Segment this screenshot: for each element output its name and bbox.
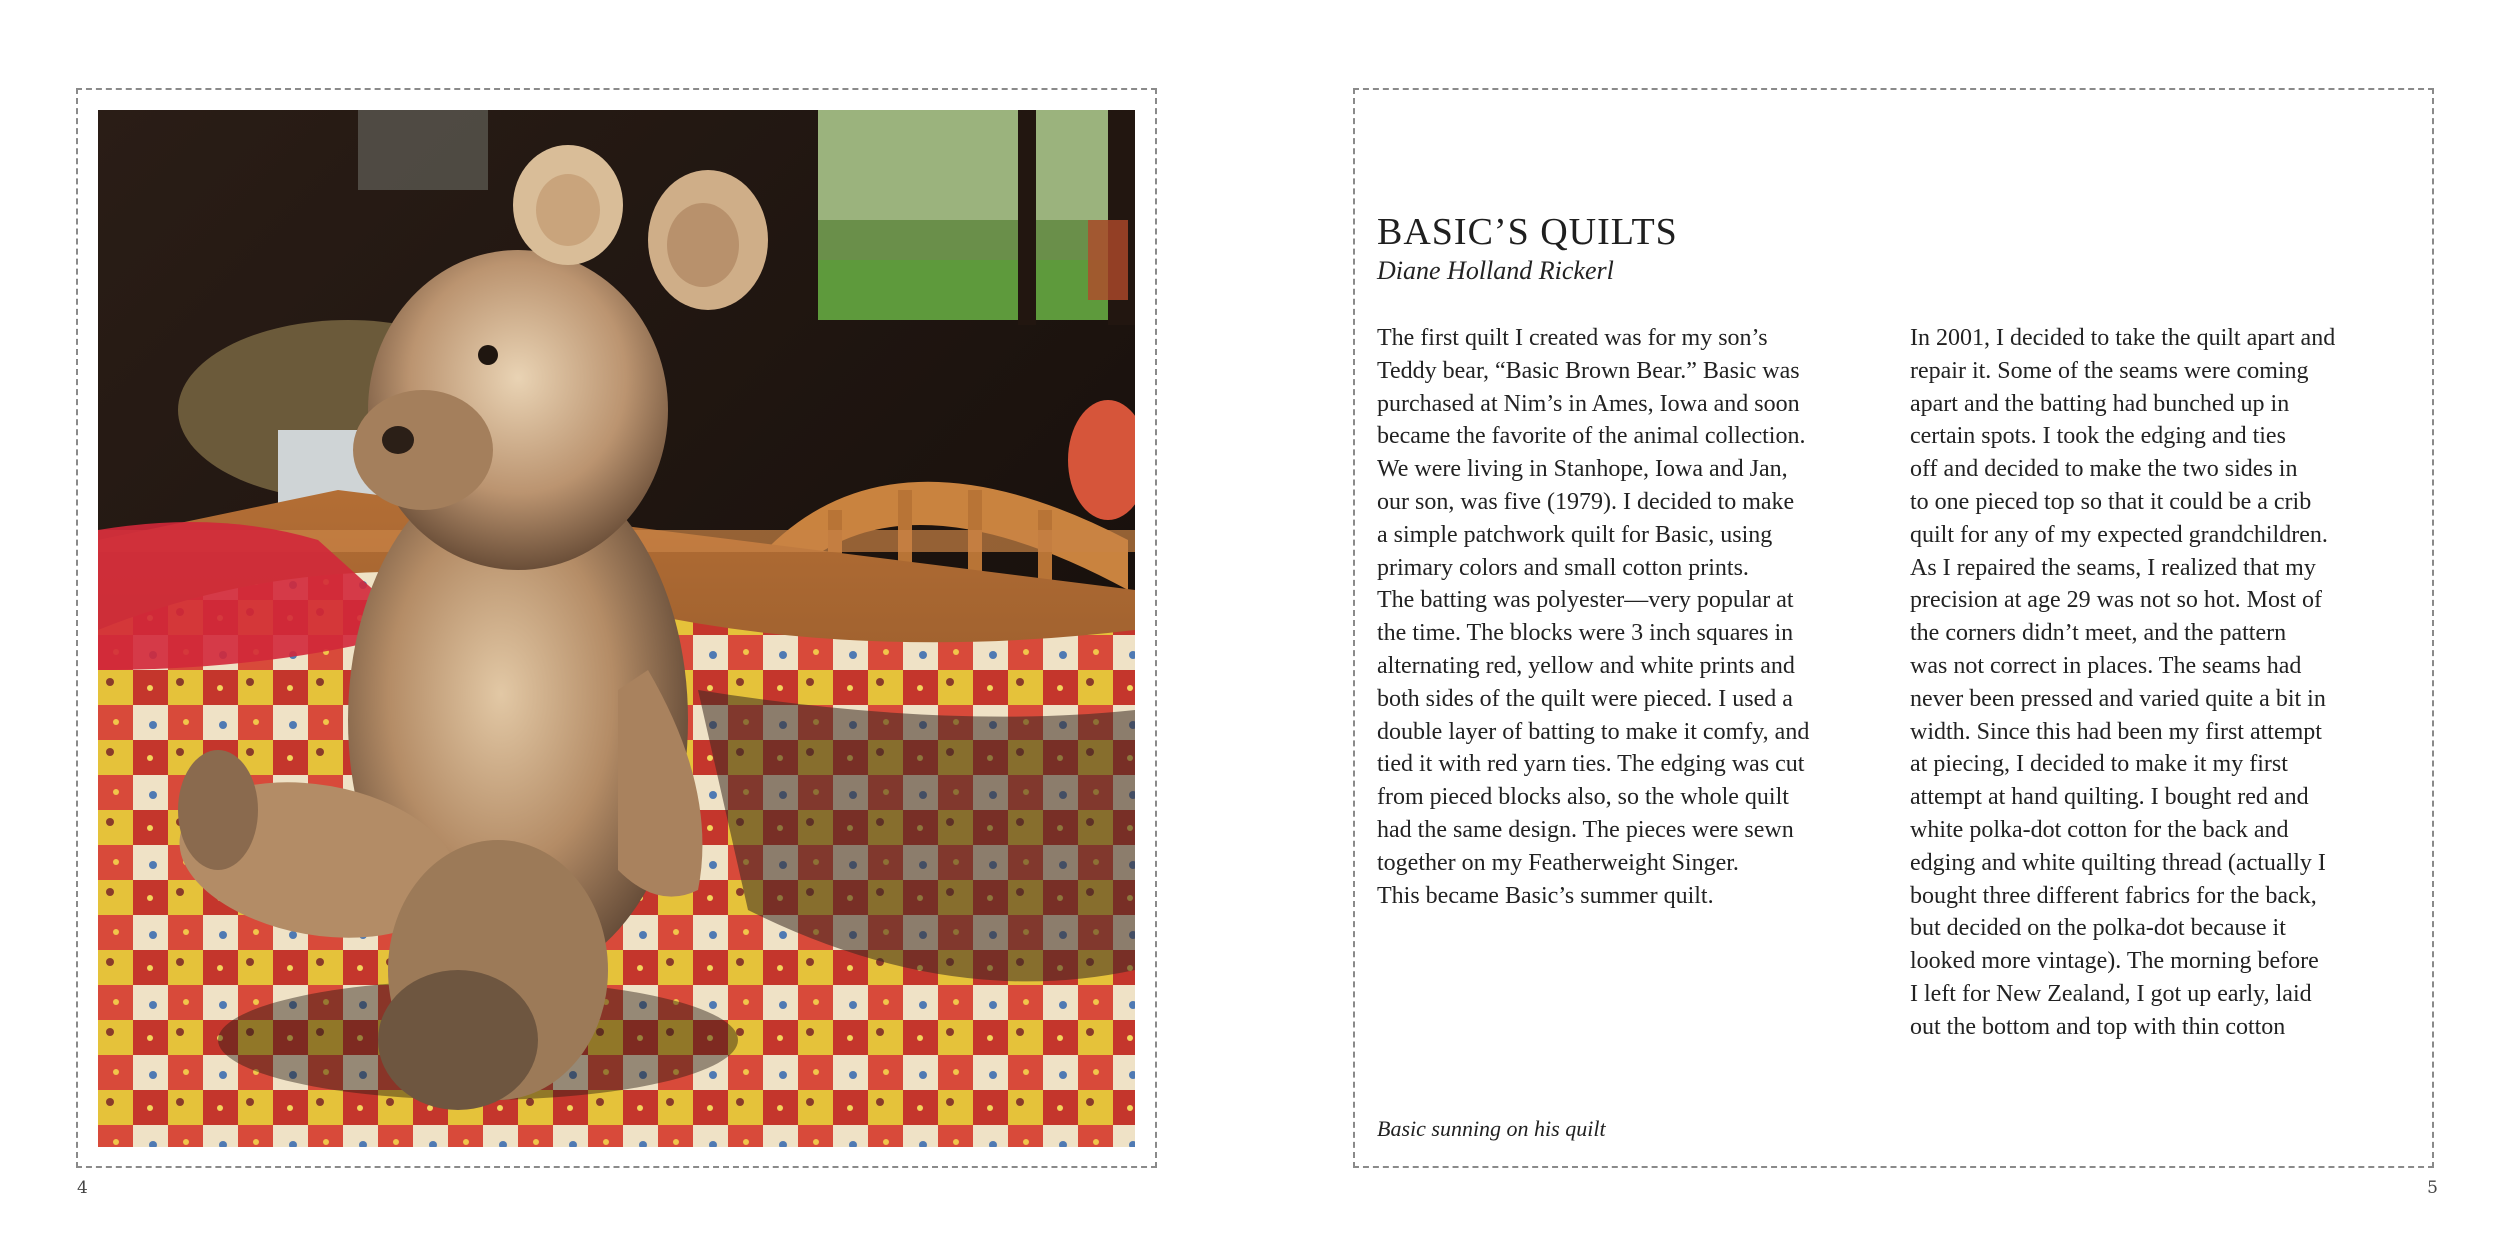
text-line: The batting was polyester—very popular at — [1377, 587, 1794, 614]
text-line: at piecing, I decided to make it my first — [1910, 751, 2288, 778]
text-line: As I repaired the seams, I realized that my — [1910, 554, 2316, 581]
text-line: bought three different fabrics for the back, — [1910, 882, 2317, 909]
text-line: apart and the batting had bunched up in — [1910, 390, 2290, 417]
photo-caption: Basic sunning on his quilt — [1377, 1116, 1606, 1141]
text-line: the corners didn’t meet, and the pattern — [1910, 620, 2287, 647]
text-line: to one pieced top so that it could be a crib — [1910, 488, 2312, 515]
text-line: primary colors and small cotton prints. — [1377, 554, 1749, 581]
text-line: was not correct in places. The seams had — [1910, 652, 2302, 679]
text-line: white polka-dot cotton for the back and — [1910, 816, 2289, 843]
text-line: We were living in Stanhope, Iowa and Jan, — [1377, 456, 1788, 483]
text-line: out the bottom and top with thin cotton — [1910, 1013, 2286, 1040]
text-column-1 — [1377, 322, 1897, 912]
text-line: attempt at hand quilting. I bought red and — [1910, 784, 2309, 811]
text-line: looked more vintage). The morning before — [1910, 948, 2319, 975]
article-title: BASIC’S QUILTS — [1377, 211, 1678, 253]
text-line: from pieced blocks also, so the whole quilt — [1377, 784, 1789, 811]
text-line: Teddy bear, “Basic Brown Bear.” Basic was — [1377, 357, 1800, 384]
text-column-2 — [1910, 322, 2430, 1044]
text-line: never been pressed and varied quite a bit in — [1910, 685, 2326, 712]
text-line: tied it with red yarn ties. The edging was cut — [1377, 751, 1805, 778]
text-line: The first quilt I created was for my son’s — [1377, 325, 1768, 351]
text-line: both sides of the quilt were pieced. I used a — [1377, 685, 1793, 712]
text-line: a simple patchwork quilt for Basic, using — [1377, 521, 1773, 548]
text-line: width. Since this had been my first attempt — [1910, 718, 2322, 745]
text-line: precision at age 29 was not so hot. Most of — [1910, 587, 2322, 614]
teddy-bear-photo — [98, 110, 1135, 1147]
text-line: This became Basic’s summer quilt. — [1377, 882, 1714, 909]
right-page — [1250, 0, 2500, 1250]
text-line: edging and white quilting thread (actually I — [1910, 849, 2326, 876]
text-line: had the same design. The pieces were sewn — [1377, 816, 1794, 843]
text-line: the time. The blocks were 3 inch squares in — [1377, 620, 1794, 647]
text-line: double layer of batting to make it comfy, and — [1377, 718, 1810, 745]
text-line: In 2001, I decided to take the quilt apart and — [1910, 325, 2336, 351]
article-author: Diane Holland Rickerl — [1377, 256, 1614, 285]
text-line: repair it. Some of the seams were coming — [1910, 357, 2309, 384]
text-line: our son, was five (1979). I decided to make — [1377, 488, 1795, 515]
text-line: became the favorite of the animal collection. — [1377, 423, 1806, 450]
text-line: quilt for any of my expected grandchildren. — [1910, 521, 2328, 548]
text-line: I left for New Zealand, I got up early, laid — [1910, 980, 2312, 1007]
page-number: 5 — [2427, 1178, 2438, 1198]
text-line: certain spots. I took the edging and ties — [1910, 423, 2286, 450]
text-line: purchased at Nim’s in Ames, Iowa and soon — [1377, 390, 1800, 417]
text-line: off and decided to make the two sides in — [1910, 456, 2298, 483]
text-line: but decided on the polka-dot because it — [1910, 915, 2286, 942]
page-number: 4 — [77, 1178, 88, 1198]
text-line: alternating red, yellow and white prints and — [1377, 652, 1795, 679]
text-line: together on my Featherweight Singer. — [1377, 849, 1739, 876]
